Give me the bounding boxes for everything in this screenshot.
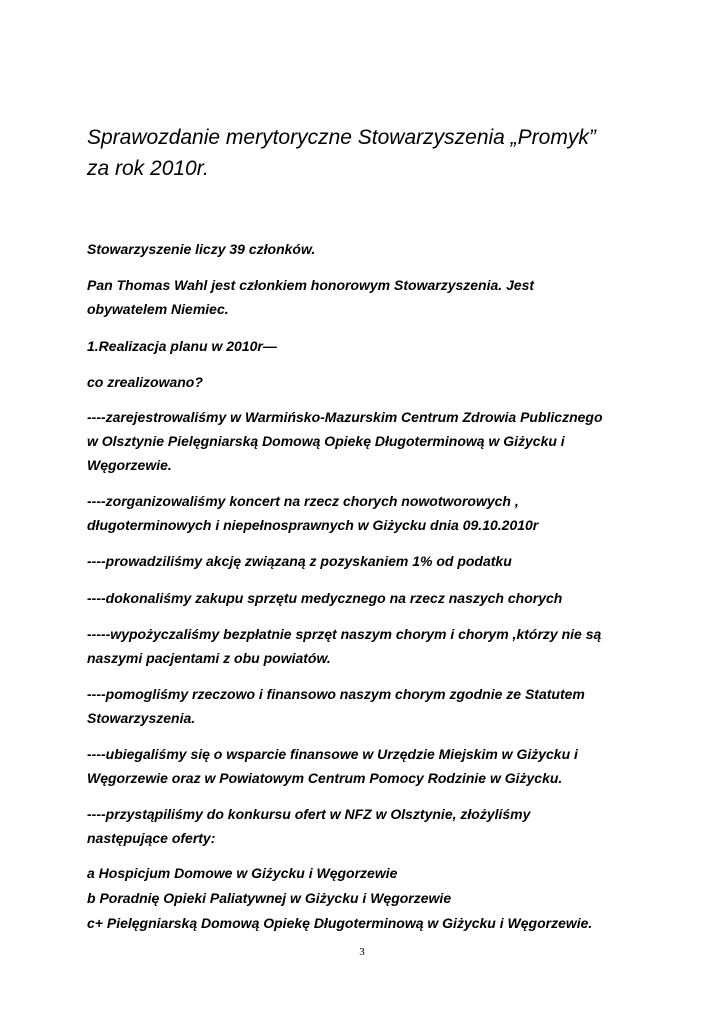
item2-line-2: długoterminowych i niepełnosprawnych w Giżycku dnia 09.10.2010r [87, 517, 539, 533]
item7-line-2: Węgorzewie oraz w Powiatowym Centrum Pomocy Rodzinie w Giżycku. [87, 770, 563, 786]
offer-item-c: c+ Pielęgniarską Domową Opiekę Długoterminową w Giżycku i Węgorzewie. [87, 915, 593, 931]
title-line-2: za rok 2010r. [87, 157, 209, 180]
list-item [87, 802, 687, 850]
honorary-line-2: obywatelem Niemiec. [87, 301, 229, 317]
title-line-1: Sprawozdanie merytoryczne Stowarzyszenia „Promyk” [87, 126, 596, 149]
list-item [87, 549, 687, 573]
list-item [87, 682, 687, 730]
list-item [87, 405, 687, 477]
document-title [87, 122, 687, 184]
item6-line-2: Stowarzyszenia. [87, 710, 196, 726]
plan-heading [87, 334, 687, 358]
offer-item-b: b Poradnię Opieki Paliatywnej w Giżycku i Węgorzewie [87, 890, 452, 906]
item2-line-1: ----zorganizowaliśmy koncert na rzecz chorych nowotworowych , [87, 493, 519, 509]
honorary-line-1: Pan Thomas Wahl jest członkiem honorowym Stowarzyszenia. Jest [87, 277, 535, 293]
list-item [87, 622, 687, 670]
list-item [87, 586, 687, 610]
question-paragraph [87, 370, 687, 394]
item1-line-1: ----zarejestrowaliśmy w Warmińsko-Mazurskim Centrum Zdrowia Publicznego [87, 409, 603, 425]
question-text: co zrealizowano? [87, 374, 203, 390]
members-text: Stowarzyszenie liczy 39 członków. [87, 241, 316, 257]
list-item [87, 489, 687, 537]
offer-item-a: a Hospicjum Domowe w Giżycku i Węgorzewie [87, 865, 398, 881]
item8-line-2: następujące oferty: [87, 830, 216, 846]
item6-line-1: ----pomogliśmy rzeczowo i finansowo naszym chorym zgodnie ze Statutem [87, 686, 585, 702]
item5-line-1: -----wypożyczaliśmy bezpłatnie sprzęt naszym chorym i chorym ,którzy nie są [87, 626, 602, 642]
item7-line-1: ----ubiegaliśmy się o wsparcie finansowe w Urzędzie Miejskim w Giżycku i [87, 746, 578, 762]
item8-line-1: ----przystąpiliśmy do konkursu ofert w NFZ w Olsztynie, złożyliśmy [87, 806, 531, 822]
plan-text: 1.Realizacja planu w 2010r— [87, 338, 277, 354]
members-paragraph [87, 237, 687, 261]
item1-line-2: w Olsztynie Pielęgniarską Domową Opiekę Długoterminową w Giżycku i [87, 433, 565, 449]
honorary-member-paragraph [87, 273, 687, 321]
page-number: 3 [359, 946, 365, 958]
item1-line-3: Węgorzewie. [87, 457, 172, 473]
item5-line-2: naszymi pacjentami z obu powiatów. [87, 650, 331, 666]
item3-text: ----prowadziliśmy akcję związaną z pozyskaniem 1% od podatku [87, 553, 512, 569]
list-item [87, 742, 687, 790]
item4-text: ----dokonaliśmy zakupu sprzętu medycznego na rzecz naszych chorych [87, 590, 563, 606]
